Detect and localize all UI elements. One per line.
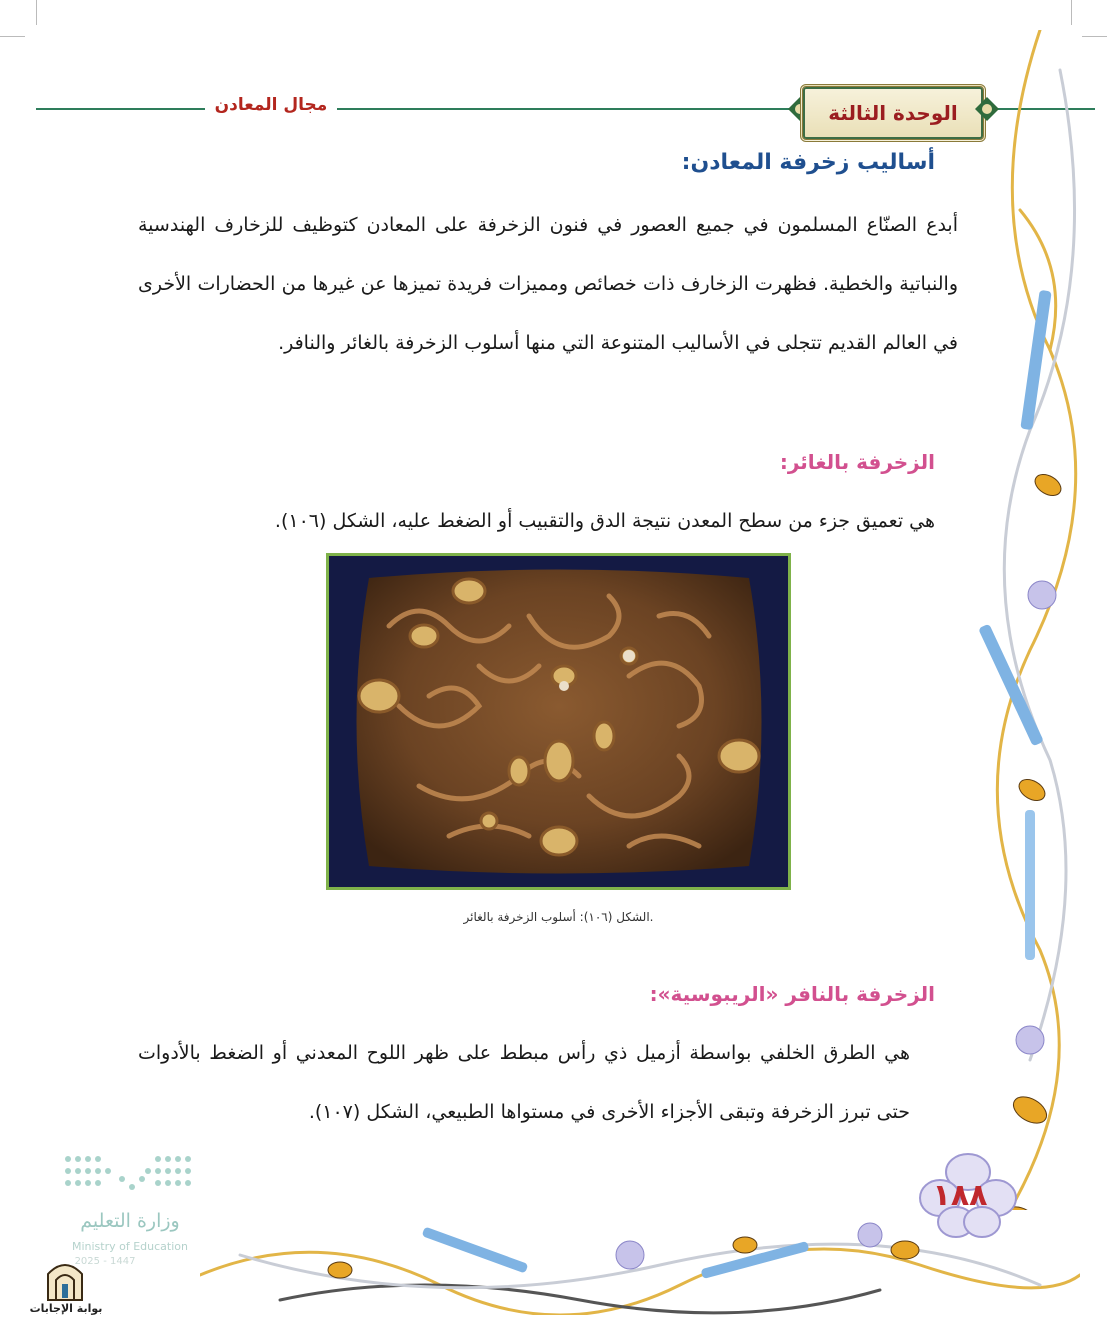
crop-mark bbox=[0, 36, 25, 37]
decorative-bottom-border bbox=[200, 1215, 1080, 1315]
figure-engraved-metal bbox=[326, 553, 791, 890]
figure-caption: الشكل (١٠٦): أسلوب الزخرفة بالغائر. bbox=[463, 910, 654, 924]
crop-mark bbox=[36, 0, 37, 25]
section-heading: أساليب زخرفة المعادن: bbox=[681, 150, 935, 175]
subsection-heading: الزخرفة بالنافر «الريبوسية»: bbox=[649, 982, 935, 1006]
answers-portal-logo-icon bbox=[44, 1256, 86, 1302]
body-paragraph: أبدع الصنّاع المسلمون في جميع العصور في فنون الزخرفة على المعادن كتوظيف للزخارف الهندسية والنباتية والخطية. فظهرت الزخارف ذات خصائص ومميزات فريدة تميزها عن غيرها من الحضارات الأخرى في العالم القديم تتجلى في الأساليب المتنوعة التي منها أسلوب الزخرفة بالغائر والنافر. bbox=[138, 214, 958, 354]
decorative-border bbox=[960, 30, 1107, 1210]
header-rule-middle bbox=[336, 108, 796, 110]
ministry-name-arabic: وزارة التعليم bbox=[80, 1210, 180, 1232]
page-number: ١٨٨ bbox=[932, 1178, 988, 1213]
pen-icon bbox=[422, 1226, 529, 1273]
ministry-logo-icon bbox=[62, 1153, 197, 1201]
pen-icon bbox=[1025, 810, 1035, 960]
unit-title: الوحدة الثالثة bbox=[828, 101, 958, 125]
unit-badge bbox=[800, 84, 986, 142]
answers-portal-label: بوابة الإجابات bbox=[29, 1302, 103, 1315]
pen-icon bbox=[1020, 290, 1051, 430]
crop-mark bbox=[1071, 0, 1072, 25]
engraved-metal-plate-image bbox=[329, 556, 788, 887]
ministry-name-english: Ministry of Education bbox=[71, 1240, 188, 1253]
body-paragraph: هي تعميق جزء من سطح المعدن نتيجة الدق والتقبيب أو الضغط عليه، الشكل (١٠٦). bbox=[274, 510, 935, 532]
subsection-heading: الزخرفة بالغائر: bbox=[779, 450, 935, 474]
section-title: مجال المعادن bbox=[205, 92, 337, 118]
header-rule-left bbox=[36, 108, 206, 110]
ministry-year: 2025 - 1447 bbox=[74, 1256, 136, 1267]
body-paragraph: هي الطرق الخلفي بواسطة أزميل ذي رأس مبطط على ظهر اللوح المعدني أو الضغط بالأدوات حتى تبرز الزخرفة وتبقى الأجزاء الأخرى في مستواها الطبيعي، الشكل (١٠٧). bbox=[138, 1042, 910, 1123]
